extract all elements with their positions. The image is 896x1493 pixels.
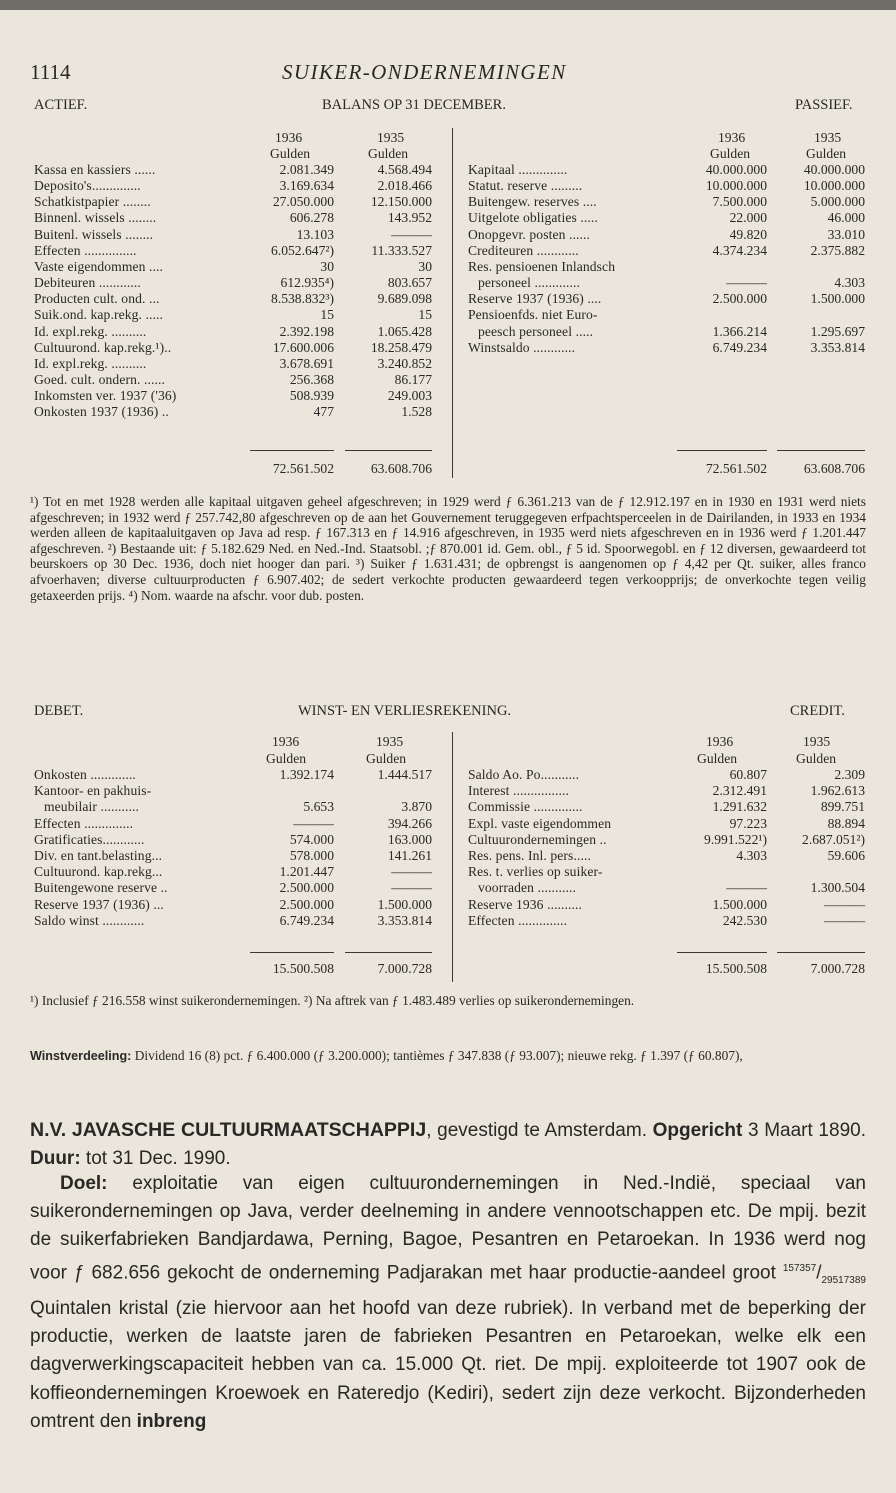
actief-total-1936: 72.561.502 [272, 461, 334, 476]
scan-top-edge [0, 0, 896, 10]
pl-right-unit-1936: Gulden [697, 751, 738, 766]
credit-row-1935: 1.300.504 [810, 880, 865, 896]
actief-row-label: Debiteuren ............ [34, 275, 141, 291]
balance-left-year-1936: 1936 [275, 130, 303, 145]
actief-row-1936: 2.081.349 [279, 162, 334, 177]
pl-column-divider [452, 732, 453, 982]
credit-row-1935: ——— [824, 912, 865, 928]
passief-total-1936: 72.561.502 [705, 461, 767, 476]
balance-footnotes: ¹) Tot en met 1928 werden alle kapitaal uitgaven geheel afgeschreven; in 1929 werd ƒ 6.361.213 van de ƒ 12.912.197 en in 1930 en 1931 werd niets afgeschreven; in 1932 werd ƒ 257.742,80 afgeschreven op de aan het Gouvernement teruggegeven erfpachtsperceelen in de Dairilanden, in 1933 en 1934 werden alleen de kapitaaluitgaven op Java ad resp. ƒ 167.313 en ƒ 14.916 afgeschreven, in 1935 werd niets afgeschreven en in 1936 werd ƒ 1.201.447 afgeschreven. ²) Bestaande uit: ƒ 5.182.629 Ned. en Ned.-Ind. Staatsobl. ;ƒ 870.001 id. Gem. obl., ƒ 5 id. Spoorwegobl. en ƒ 12 diversen, gewaardeerd tot beurskoers op 30 Dec. 1936, doch niet hooger dan pari. ³) Suiker ƒ 1.631.431; de opbrengst is aangenomen op ƒ 4,42 per Qt. suiker, alles franco afvoerhaven; diverse cultuurproducten ƒ 6.907.402; de sedert verkochte producten gewaardeerd tegen verkoopprijs; de onverkochte tegen veilig getaxeerden prijs. ⁴) Nom. waarde na afschr. voor dub. posten. [30, 494, 866, 603]
actief-row-label: Kassa en kassiers ...... [34, 162, 156, 177]
actief-row-label: Binnenl. wissels ........ [34, 210, 157, 226]
actief-row-1936: 2.392.198 [279, 323, 334, 339]
doel-text-b: Quintalen kristal (zie hiervoor aan het hoofd van deze rubriek). In verband met de beperking der productie, werken de laatste jaren de fabrieken Pesantren en Petaroekan, welke elk een dagverwerkingscapaciteit hebben van ca. 15.000 Qt. riet. De mpij. exploiteerde tot 1907 ook de koffieondernemingen Kroewoek en Rateredjo (Kediri), sedert zijn deze verkocht. Bijzonderheden omtrent den [30, 1297, 866, 1432]
actief-row-1935: 1.065.428 [377, 323, 432, 339]
credit-row-label: Reserve 1936 .......... [468, 896, 583, 912]
passief-total-1935: 63.608.706 [803, 461, 865, 476]
pl-credit-heading: CREDIT. [790, 703, 845, 719]
page-number: 1114 [30, 60, 71, 84]
company-intro-text-1: , gevestigd te Amsterdam. [426, 1120, 653, 1141]
actief-row-1936: 27.050.000 [272, 194, 334, 210]
credit-row-1936: 4.303 [736, 848, 767, 863]
debet-row-1936: 578.000 [289, 848, 334, 863]
debet-row-label: Cultuurond. kap.rekg... [34, 864, 163, 880]
credit-row-1935: 59.606 [827, 848, 865, 863]
actief-row-1936: 612.935⁴) [280, 275, 334, 291]
debet-row-1936: 2.500.000 [279, 896, 334, 912]
credit-row-1936: 1.291.632 [712, 799, 767, 815]
balance-left-unit-1935: Gulden [368, 146, 409, 161]
actief-row-1936: 30 [320, 258, 334, 274]
passief-row-1936: 40.000.000 [705, 162, 767, 177]
credit-row-1936: 9.991.522¹) [704, 831, 767, 847]
company-intro-text-2: 3 Maart 1890. [742, 1120, 866, 1141]
passief-row-label: Statut. reserve ......... [468, 178, 583, 194]
credit-row-label: Cultuurondernemingen .. [468, 831, 607, 847]
company-doel: Doel: exploitatie van eigen cultuurondernemingen in Ned.-Indië, speciaal van suikerondernemingen op Java, verder deelneming in andere vennootschappen etc. De mpij. bezit de suikerfabrieken Bandjardawa, Perning, Bagoe, Pesantren en Petaroekan. In 1936 werd nog voor ƒ 682.656 gekocht de onderneming Padjarakan met haar productie-aandeel groot $^{157357}/_{29517389}$ Quintalen kristal (zie hiervoor aan het hoofd van deze rubriek). In verband met de beperking der productie, werken de laatste jaren de fabrieken Pesantren en Petaroekan, welke elk een dagverwerkingscapaciteit hebben van ca. 15.000 Qt. riet. De mpij. exploiteerde tot 1907 ook de koffieondernemingen Kroewoek en Rateredjo (Kediri), sedert zijn deze verkocht. Bijzonderheden omtrent den inbreng [30, 1173, 866, 1432]
debet-row-1935: 1.500.000 [377, 896, 432, 912]
credit-row-label: Commissie .............. [468, 799, 583, 815]
actief-total-rule-1936 [250, 450, 334, 451]
actief-row-1935: 12.150.000 [370, 194, 432, 210]
passief-total-rule-1936 [677, 450, 767, 451]
debet-row-label: Effecten .............. [34, 815, 134, 831]
credit-row-1936: 60.807 [729, 767, 767, 782]
pl-title: WINST- EN VERLIESREKENING. [298, 703, 512, 719]
actief-row-1936: 17.600.006 [272, 339, 334, 355]
pl-left-year-1935: 1935 [376, 734, 404, 749]
winstverdeeling-text: Dividend 16 (8) pct. ƒ 6.400.000 (ƒ 3.200.000); tantièmes ƒ 347.838 (ƒ 93.007); nieuwe rekg. ƒ 1.397 (ƒ 60.807), [131, 1048, 743, 1063]
balance-left-unit-1936: Gulden [270, 146, 311, 161]
passief-row-label: Pensioenfds. niet Euro- [468, 307, 598, 323]
pl-right-year-1935: 1935 [803, 734, 831, 749]
credit-row-label: voorraden ........... [478, 880, 576, 896]
passief-row-1936: 1.366.214 [712, 323, 767, 339]
actief-row-label: Schatkistpapier ........ [34, 194, 151, 210]
debet-row-1935: 3.353.814 [377, 912, 432, 928]
balance-left-year-1935: 1935 [377, 130, 405, 145]
passief-row-1935: 46.000 [827, 210, 865, 226]
actief-total-rule-1935 [345, 450, 432, 451]
passief-row-1935: 2.375.882 [810, 242, 865, 258]
company-intro-text-3: tot 31 Dec. 1990. [80, 1148, 231, 1170]
inbreng-word: inbreng [136, 1410, 207, 1432]
passief-row-1936: 4.374.234 [712, 242, 767, 258]
passief-total-rule-1935 [777, 450, 865, 451]
passief-row-1935: 33.010 [827, 226, 865, 242]
credit-row-label: Expl. vaste eigendommen [468, 815, 612, 831]
passief-row-1936: 49.820 [729, 226, 767, 242]
actief-row-label: Vaste eigendommen .... [34, 258, 164, 274]
debet-row-1935: ——— [391, 880, 432, 896]
debet-row-label: Saldo winst ............ [34, 912, 145, 928]
passief-row-1935: 1.295.697 [810, 323, 865, 339]
credit-row-1935: 1.962.613 [810, 783, 865, 799]
debet-row-1935: 1.444.517 [377, 767, 432, 782]
actief-row-1936: 6.052.647²) [271, 242, 334, 258]
actief-row-1935: 86.177 [394, 371, 432, 387]
credit-row-1935: ——— [824, 896, 865, 912]
actief-row-1936: 606.278 [289, 210, 334, 226]
debet-total-1935: 7.000.728 [377, 961, 432, 976]
actief-row-label: Effecten ............... [34, 242, 137, 258]
debet-row-1936: 6.749.234 [279, 912, 334, 928]
debet-row-label: Kantoor- en pakhuis- [34, 783, 152, 799]
credit-total-1936: 15.500.508 [705, 961, 767, 976]
passief-row-1936: 6.749.234 [712, 339, 767, 355]
actief-row-1935: 11.333.527 [371, 242, 432, 258]
passief-row-1935: 3.353.814 [810, 339, 865, 355]
debet-row-label: Gratificaties............ [34, 831, 145, 847]
pl-right-unit-1935: Gulden [796, 751, 837, 766]
balance-right-unit-1936: Gulden [710, 146, 751, 161]
actief-row-label: Buitenl. wissels ........ [34, 226, 154, 242]
passief-row-1936: 7.500.000 [712, 194, 767, 210]
actief-row-1936: 3.169.634 [279, 178, 334, 194]
debet-row-label: Onkosten ............. [34, 767, 136, 782]
credit-row-1935: 2.687.051²) [802, 831, 865, 847]
actief-row-1936: 13.103 [296, 226, 334, 242]
passief-row-label: Reserve 1937 (1936) .... [468, 291, 602, 307]
passief-row-1936: ——— [726, 275, 767, 291]
credit-row-1936: 2.312.491 [712, 783, 767, 799]
passief-row-1935: 1.500.000 [810, 291, 865, 307]
passief-row-label: Onopgevr. posten ...... [468, 226, 590, 242]
debet-row-1936: 1.392.174 [279, 767, 334, 782]
passief-row-label: Res. pensioenen Inlandsch [468, 258, 616, 274]
credit-total-1935: 7.000.728 [810, 961, 865, 976]
actief-row-1935: ——— [391, 226, 432, 242]
pl-left-unit-1935: Gulden [366, 751, 407, 766]
credit-row-1936: 97.223 [729, 815, 767, 831]
debet-total-rule-1936 [250, 952, 334, 953]
actief-row-1935: 803.657 [387, 275, 432, 291]
actief-row-label: Id. expl.rekg. .......... [34, 323, 147, 339]
passief-row-1935: 4.303 [834, 275, 865, 291]
actief-row-1935: 15 [418, 307, 432, 323]
actief-row-label: Goed. cult. ondern. ...... [34, 371, 165, 387]
passief-row-1936: 10.000.000 [705, 178, 767, 194]
passief-row-label: personeel ............. [478, 275, 580, 291]
debet-row-1935: 163.000 [387, 831, 432, 847]
balance-title: BALANS OP 31 DECEMBER. [322, 97, 506, 113]
debet-row-label: Buitengewone reserve .. [34, 880, 168, 896]
debet-row-1935: 3.870 [401, 799, 432, 815]
passief-row-label: Buitengew. reserves .... [468, 194, 597, 210]
actief-row-1936: 15 [320, 307, 334, 323]
actief-row-label: Inkomsten ver. 1937 ('36) [34, 388, 177, 404]
actief-row-1935: 143.952 [387, 210, 432, 226]
pl-right-year-1936: 1936 [706, 734, 734, 749]
passief-row-label: Kapitaal .............. [468, 162, 568, 177]
passief-row-label: peesch personeel ..... [478, 323, 594, 339]
credit-row-1935: 2.309 [834, 767, 865, 782]
passief-row-1935: 10.000.000 [803, 178, 865, 194]
debet-row-1936: 5.653 [303, 799, 334, 815]
actief-row-label: Suik.ond. kap.rekg. ..... [34, 307, 163, 323]
debet-row-1935: ——— [391, 864, 432, 880]
passief-row-1936: 22.000 [729, 210, 767, 226]
balance-right-year-1935: 1935 [814, 130, 842, 145]
credit-row-label: Res. pens. Inl. pers..... [468, 848, 591, 863]
debet-total-1936: 15.500.508 [272, 961, 334, 976]
debet-row-1936: 2.500.000 [279, 880, 334, 896]
debet-row-1936: 1.201.447 [279, 864, 334, 880]
credit-row-1935: 899.751 [820, 799, 865, 815]
actief-row-label: Onkosten 1937 (1936) .. [34, 404, 169, 420]
actief-row-1935: 18.258.479 [370, 339, 432, 355]
pl-left-year-1936: 1936 [272, 734, 300, 749]
passief-row-label: Uitgelote obligaties ..... [468, 210, 598, 226]
credit-row-1935: 88.894 [827, 815, 865, 831]
debet-row-1936: ——— [293, 815, 334, 831]
duur-label: Duur: [30, 1148, 81, 1170]
credit-row-1936: 1.500.000 [712, 896, 767, 912]
actief-row-label: Producten cult. ond. ... [34, 291, 160, 307]
actief-row-1935: 1.528 [401, 404, 432, 420]
passief-row-label: Winstsaldo ............ [468, 339, 576, 355]
actief-total-1935: 63.608.706 [370, 461, 432, 476]
actief-row-1935: 4.568.494 [377, 162, 432, 177]
passief-row-1935: 5.000.000 [810, 194, 865, 210]
passief-row-1936: 2.500.000 [712, 291, 767, 307]
debet-row-1935: 394.266 [387, 815, 432, 831]
actief-row-1935: 3.240.852 [377, 355, 432, 371]
winstverdeeling [30, 1048, 866, 1065]
doel-label: Doel: [60, 1173, 108, 1194]
debet-total-rule-1935 [345, 952, 432, 953]
credit-row-1936: ——— [726, 880, 767, 896]
credit-row-1936: 242.530 [722, 912, 767, 928]
company-intro [30, 1116, 866, 1173]
actief-row-label: Id. expl.rekg. .......... [34, 355, 147, 371]
running-title: SUIKER-ONDERNEMINGEN [282, 60, 567, 84]
actief-row-1936: 8.538.832³) [271, 291, 334, 307]
passief-row-label: Crediteuren ............ [468, 242, 579, 258]
balance-right-unit-1935: Gulden [806, 146, 847, 161]
company-name: N.V. JAVASCHE CULTUURMAATSCHAPPIJ [30, 1119, 427, 1141]
pl-debet-heading: DEBET. [34, 703, 84, 719]
fraction-denominator: 29517389 [821, 1274, 866, 1286]
winstverdeeling-label: Winstverdeeling: [30, 1049, 132, 1063]
pl-footnotes: ¹) Inclusief ƒ 216.558 winst suikerondernemingen. ²) Na aftrek van ƒ 1.483.489 verlies op suikerondernemingen. [30, 993, 635, 1008]
actief-row-1935: 30 [418, 258, 432, 274]
actief-row-1935: 9.689.098 [377, 291, 432, 307]
balance-column-divider [452, 128, 453, 478]
debet-row-label: Reserve 1937 (1936) ... [34, 896, 164, 912]
actief-row-1935: 249.003 [387, 388, 432, 404]
balance-actief-heading: ACTIEF. [34, 97, 88, 113]
pl-left-unit-1936: Gulden [266, 751, 307, 766]
actief-row-1936: 3.678.691 [279, 355, 334, 371]
credit-total-rule-1935 [777, 952, 865, 953]
actief-row-label: Cultuurond. kap.rekg.¹).. [34, 339, 172, 355]
actief-row-1936: 477 [313, 404, 334, 420]
actief-row-1936: 256.368 [289, 371, 334, 387]
credit-total-rule-1936 [677, 952, 767, 953]
passief-row-1935: 40.000.000 [803, 162, 865, 177]
balance-passief-heading: PASSIEF. [795, 97, 853, 113]
opgericht-label: Opgericht [652, 1120, 743, 1141]
credit-row-label: Interest ................ [468, 783, 570, 799]
credit-row-label: Saldo Ao. Po........... [468, 767, 580, 782]
balance-right-year-1936: 1936 [718, 130, 746, 145]
debet-row-1936: 574.000 [289, 831, 334, 847]
actief-row-label: Deposito's.............. [34, 178, 141, 194]
debet-row-1935: 141.261 [387, 848, 432, 863]
actief-row-1935: 2.018.466 [377, 178, 432, 194]
credit-row-label: Effecten .............. [468, 912, 568, 928]
debet-row-label: meubilair ........... [44, 799, 139, 815]
fraction-numerator: 157357 [782, 1262, 817, 1274]
doel-text-a: exploitatie van eigen cultuurondernemingen in Ned.-Indië, speciaal van suikerondernemingen op Java, verder deelneming in andere vennootschappen etc. De mpij. bezit de suikerfabrieken Bandjardawa, Perning, Bagoe, Pesantren en Petaroekan. In 1936 werd nog voor ƒ 682.656 gekocht de onderneming Padjarakan met haar productie-aandeel groot [30, 1173, 866, 1283]
debet-row-label: Div. en tant.belasting... [34, 848, 163, 863]
actief-row-1936: 508.939 [289, 388, 334, 404]
credit-row-label: Res. t. verlies op suiker- [468, 864, 603, 880]
